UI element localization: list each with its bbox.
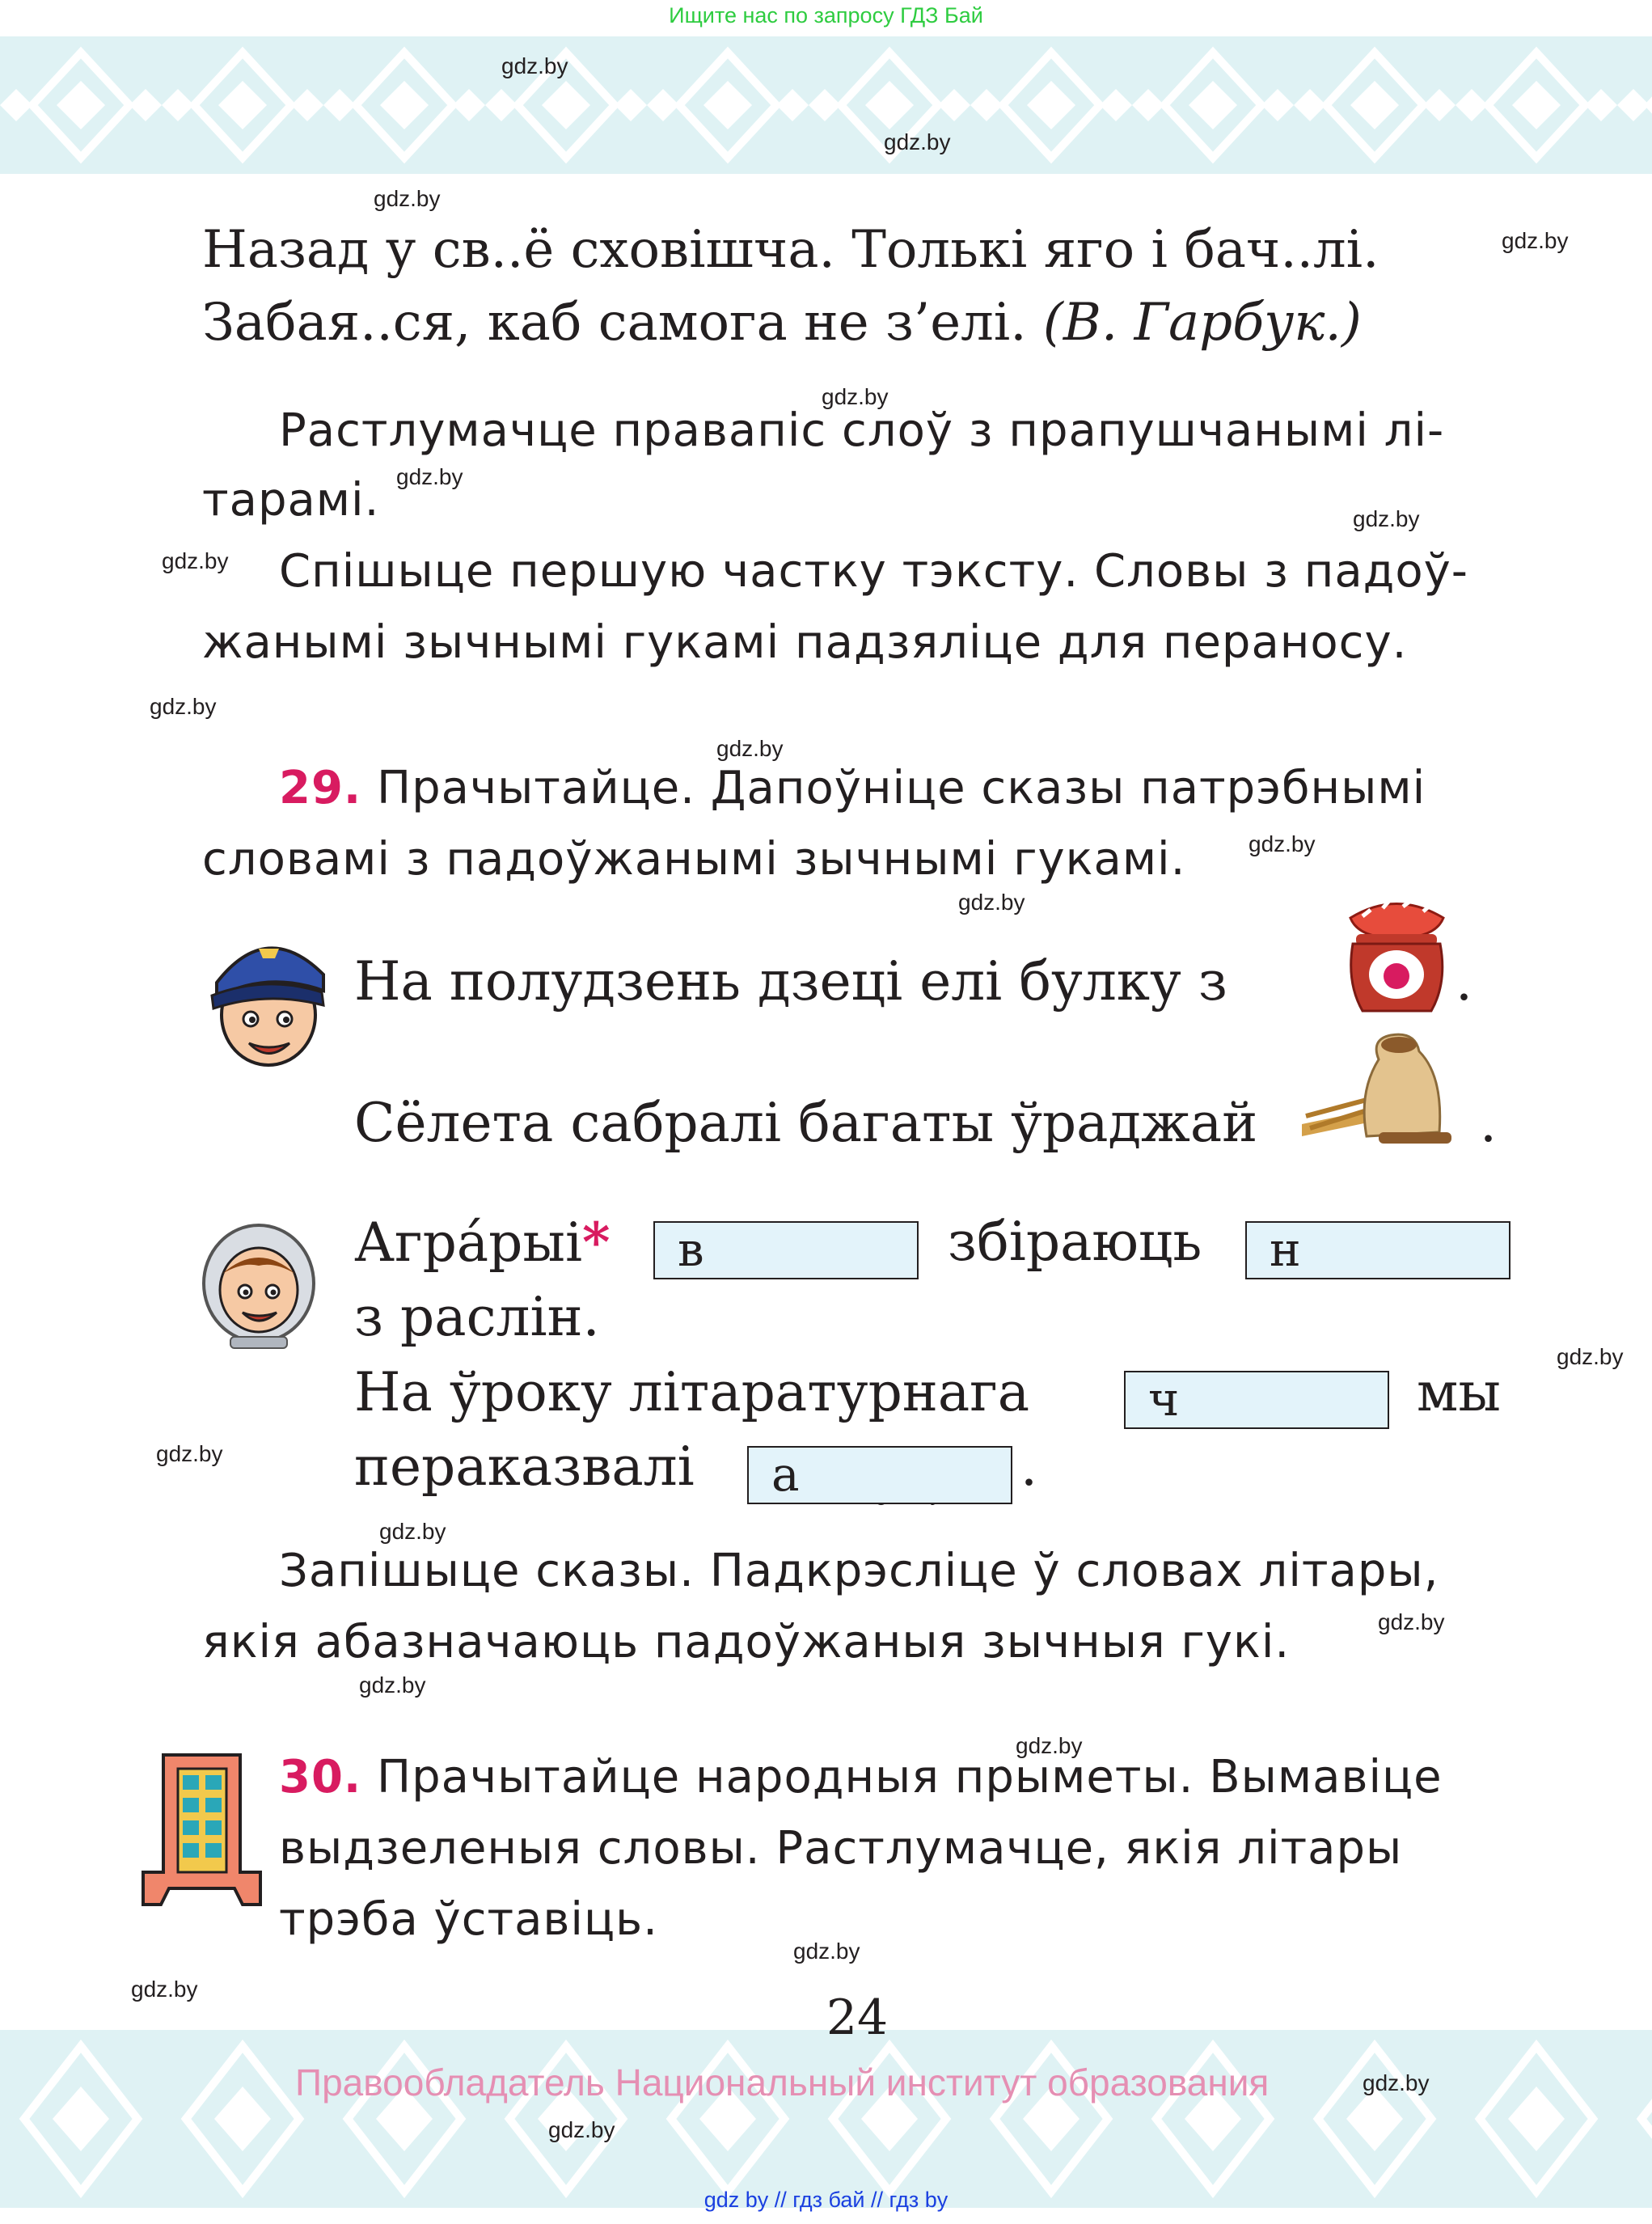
sentence xyxy=(354,1211,611,1274)
answer-blank[interactable]: в xyxy=(653,1221,919,1279)
exercise-text: Прачытайце народныя прыметы. Вымавіце xyxy=(361,1751,1443,1803)
letter-d-tower-icon xyxy=(139,1751,264,1909)
task-text: Спішыце першую частку тэксту. Словы з падоў- xyxy=(279,545,1468,598)
watermark: gdz.by xyxy=(1378,1609,1445,1634)
watermark: gdz.by xyxy=(1249,831,1316,856)
watermark: gdz.by xyxy=(374,186,441,211)
watermark: gdz.by xyxy=(548,2117,615,2142)
poem-text: Забая..ся, каб самога не з’елі. xyxy=(202,293,1043,353)
watermark: gdz.by xyxy=(958,890,1025,915)
pilot-boy-icon xyxy=(202,926,332,1076)
exercise-text: Прачытайце. Дапоўніце сказы патрэбнымі xyxy=(361,762,1426,814)
watermark: gdz.by xyxy=(501,53,568,78)
bottom-ornament-band xyxy=(0,2030,1652,2208)
poem-line: Назад у св..ё сховішча. Толькі яго і бач..лі. xyxy=(202,220,1379,280)
sentence: На полудзень дзеці елі булку з xyxy=(354,950,1227,1013)
ornament-pattern-icon xyxy=(0,36,1652,174)
answer-blank[interactable]: а xyxy=(747,1446,1012,1504)
top-ornament-band xyxy=(0,36,1652,174)
sentence: з раслін. xyxy=(354,1286,600,1348)
watermark: gdz.by xyxy=(156,1441,223,1466)
sentence-word: Агра́рыі xyxy=(354,1211,583,1274)
sentence-end: . xyxy=(1020,1435,1037,1498)
task-text: тарамі. xyxy=(202,474,380,526)
watermark: gdz.by xyxy=(1353,506,1420,531)
page-number: 24 xyxy=(826,1989,889,2046)
sentence-word: збіраюць xyxy=(948,1211,1202,1273)
grain-sack-icon xyxy=(1302,1027,1464,1148)
exercise-number: 29. xyxy=(279,762,362,814)
watermark: gdz.by xyxy=(1016,1733,1083,1758)
watermark: gdz.by xyxy=(1502,228,1569,253)
task-text: Растлумачце правапіс слоў з прапушчанымі лі- xyxy=(279,404,1445,457)
watermark: gdz.by xyxy=(793,1939,860,1964)
sentence-word: мы xyxy=(1417,1361,1501,1423)
watermark: gdz.by xyxy=(396,464,463,489)
ornament-pattern-icon xyxy=(0,2030,1652,2208)
watermark: gdz.by xyxy=(1557,1344,1624,1369)
sentence: Сёлета сабралі багаты ўраджай xyxy=(354,1092,1258,1154)
sentence: На ўроку літаратурнага xyxy=(354,1361,1030,1423)
footer-links[interactable]: gdz by // гдз бай // гдз by xyxy=(703,2188,949,2212)
watermark: gdz.by xyxy=(822,384,889,409)
exercise-text: выдзеленыя словы. Растлумачце, якія літары xyxy=(279,1822,1403,1875)
watermark: gdz.by xyxy=(1363,2070,1430,2095)
watermark: gdz.by xyxy=(150,694,217,719)
exercise-29-heading xyxy=(279,762,1426,814)
jam-jar-icon xyxy=(1338,894,1456,1019)
answer-blank[interactable]: ч xyxy=(1124,1371,1389,1429)
task-text: якія абазначаюць падоўжаныя зычныя гукі. xyxy=(202,1616,1291,1668)
poem-author: (В. Гарбук.) xyxy=(1042,293,1362,353)
sentence-end: . xyxy=(1480,1092,1497,1154)
sentence-end: . xyxy=(1456,950,1472,1013)
footnote-star: * xyxy=(582,1211,611,1274)
astronaut-boy-icon xyxy=(198,1217,319,1351)
exercise-number: 30. xyxy=(279,1751,362,1803)
exercise-text: трэба ўставіць. xyxy=(279,1893,658,1946)
exercise-text: словамі з падоўжанымі зычнымі гукамі. xyxy=(202,833,1186,886)
watermark: gdz.by xyxy=(716,736,784,761)
watermark: gdz.by xyxy=(359,1672,426,1698)
answer-blank[interactable]: н xyxy=(1245,1221,1510,1279)
watermark: gdz.by xyxy=(131,1977,198,2002)
watermark: gdz.by xyxy=(884,129,951,154)
sentence: пераказвалі xyxy=(354,1435,695,1498)
rights-holder: Правообладатель Национальный институт образования xyxy=(295,2061,1270,2103)
exercise-30-heading xyxy=(279,1751,1443,1803)
search-hint: Ищите нас по запросу ГДЗ Бай xyxy=(669,3,983,27)
watermark: gdz.by xyxy=(162,548,229,573)
task-text: Запішыце сказы. Падкрэсліце ў словах літары, xyxy=(279,1545,1439,1597)
poem-line xyxy=(202,293,1362,353)
watermark: gdz.by xyxy=(379,1519,446,1544)
task-text: жанымі зычнымі гукамі падзяліце для пераносу. xyxy=(202,616,1408,669)
